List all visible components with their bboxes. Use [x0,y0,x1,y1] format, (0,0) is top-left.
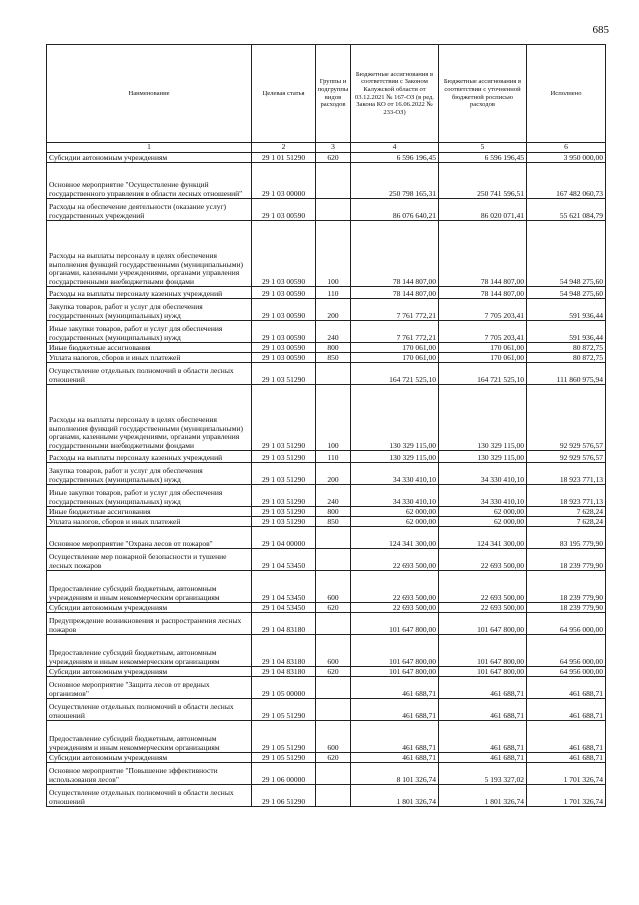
table-row [47,451,606,463]
row-name-cell: Осуществление отдельных полномочий в области лесных отношений [47,785,252,807]
row-expense-group-cell [316,785,351,807]
row-adjusted-allocation-cell: 461 688,71 [439,699,527,721]
row-adjusted-allocation-cell: 6 596 196,45 [439,153,527,163]
row-target-article-cell: 29 1 06 00000 [252,763,316,785]
row-target-article-cell: 29 1 03 00590 [252,199,316,221]
row-executed-cell: 3 950 000,00 [527,153,606,163]
row-adjusted-allocation-cell: 22 693 500,00 [439,549,527,571]
row-target-article-cell: 29 1 03 00590 [252,353,316,363]
table-row [47,287,606,299]
row-law-allocation-cell: 130 329 115,00 [351,451,439,463]
row-adjusted-allocation-cell: 461 688,71 [439,753,527,763]
row-name-cell: Уплата налогов, сборов и иных платежей [47,517,252,527]
row-law-allocation-cell: 34 330 410,10 [351,463,439,485]
row-name-cell: Расходы на обеспечение деятельности (оказание услуг) государственных учреждений [47,199,252,221]
table-row [47,517,606,527]
row-name-cell: Предоставление субсидий бюджетным, автономным учреждениям и иным некоммерческим организациям [47,571,252,603]
row-name-cell: Субсидии автономным учреждениям [47,153,252,163]
row-target-article-cell: 29 1 03 51290 [252,517,316,527]
row-executed-cell: 461 688,71 [527,677,606,699]
table-row [47,153,606,163]
row-law-allocation-cell: 461 688,71 [351,753,439,763]
column-number: 3 [316,143,351,153]
row-adjusted-allocation-cell: 164 721 525,10 [439,363,527,385]
row-name-cell: Субсидии автономным учреждениям [47,667,252,677]
row-executed-cell: 18 923 771,13 [527,485,606,507]
page-number: 685 [592,24,609,36]
table-row [47,677,606,699]
table-header [47,45,606,153]
row-executed-cell: 18 239 779,90 [527,571,606,603]
row-target-article-cell: 29 1 03 51290 [252,451,316,463]
row-expense-group-cell: 850 [316,517,351,527]
table-row [47,571,606,603]
row-expense-group-cell [316,699,351,721]
row-target-article-cell: 29 1 04 53450 [252,549,316,571]
header-law-allocations: Бюджетные ассигнования в соответствии с Законом Калужской области от 03.12.2021 № 167-ОЗ (в ред. Закона КО от 16.06.2022 № 233-ОЗ) [351,45,439,143]
table-row [47,353,606,363]
row-expense-group-cell [316,549,351,571]
row-expense-group-cell: 600 [316,721,351,753]
row-adjusted-allocation-cell: 62 000,00 [439,507,527,517]
row-expense-group-cell [316,613,351,635]
row-law-allocation-cell: 250 798 165,31 [351,163,439,199]
row-expense-group-cell: 100 [316,385,351,451]
row-expense-group-cell: 620 [316,753,351,763]
row-adjusted-allocation-cell: 5 193 327,02 [439,763,527,785]
row-target-article-cell: 29 1 05 51290 [252,721,316,753]
row-executed-cell: 18 239 779,90 [527,603,606,613]
row-name-cell: Осуществление отдельных полномочий в области лесных отношений [47,363,252,385]
row-expense-group-cell [316,363,351,385]
row-adjusted-allocation-cell: 130 329 115,00 [439,385,527,451]
table-row [47,699,606,721]
row-executed-cell: 64 956 000,00 [527,613,606,635]
row-target-article-cell: 29 1 04 53450 [252,603,316,613]
table-body [47,153,606,807]
row-executed-cell: 461 688,71 [527,721,606,753]
row-name-cell: Субсидии автономным учреждениям [47,753,252,763]
table-row [47,549,606,571]
row-law-allocation-cell: 461 688,71 [351,699,439,721]
row-executed-cell: 92 929 576,57 [527,385,606,451]
row-adjusted-allocation-cell: 22 693 500,00 [439,571,527,603]
row-law-allocation-cell: 62 000,00 [351,517,439,527]
row-executed-cell: 54 948 275,60 [527,221,606,287]
row-expense-group-cell: 110 [316,287,351,299]
row-executed-cell: 64 956 000,00 [527,635,606,667]
table-row [47,753,606,763]
row-name-cell: Расходы на выплаты персоналу в целях обеспечения выполнения функций государственными (муниципальными) органами, казенными учреждениями, органами управления государственными внебюджетными фондами [47,221,252,287]
table-row [47,385,606,451]
row-name-cell: Расходы на выплаты персоналу в целях обеспечения выполнения функций государственными (муниципальными) органами, казенными учреждениями, органами управления государственными внебюджетными фондами [47,385,252,451]
row-target-article-cell: 29 1 03 51290 [252,363,316,385]
row-expense-group-cell: 600 [316,635,351,667]
row-name-cell: Основное мероприятие "Осуществление функций государственного управления в области лесных отношений" [47,163,252,199]
row-expense-group-cell: 800 [316,507,351,517]
row-adjusted-allocation-cell: 101 647 800,00 [439,667,527,677]
row-target-article-cell: 29 1 03 51290 [252,463,316,485]
row-expense-group-cell [316,763,351,785]
row-law-allocation-cell: 461 688,71 [351,677,439,699]
row-target-article-cell: 29 1 03 00590 [252,299,316,321]
header-adjusted-allocations: Бюджетные ассигнования в соответствии с уточненной бюджетной росписью расходов [439,45,527,143]
row-executed-cell: 83 195 779,90 [527,527,606,549]
row-name-cell: Основное мероприятие "Защита лесов от вредных организмов" [47,677,252,699]
row-law-allocation-cell: 101 647 800,00 [351,635,439,667]
row-target-article-cell: 29 1 04 83180 [252,635,316,667]
row-name-cell: Предупреждение возникновения и распространения лесных пожаров [47,613,252,635]
row-law-allocation-cell: 22 693 500,00 [351,603,439,613]
row-expense-group-cell: 240 [316,485,351,507]
table-row [47,363,606,385]
row-target-article-cell: 29 1 03 51290 [252,485,316,507]
row-law-allocation-cell: 86 076 640,21 [351,199,439,221]
table-row [47,667,606,677]
row-target-article-cell: 29 1 03 00590 [252,287,316,299]
row-executed-cell: 461 688,71 [527,753,606,763]
row-adjusted-allocation-cell: 62 000,00 [439,517,527,527]
row-name-cell: Субсидии автономным учреждениям [47,603,252,613]
table-row [47,721,606,753]
row-expense-group-cell [316,163,351,199]
row-target-article-cell: 29 1 03 00590 [252,221,316,287]
row-target-article-cell: 29 1 04 53450 [252,571,316,603]
row-expense-group-cell [316,527,351,549]
row-adjusted-allocation-cell: 101 647 800,00 [439,635,527,667]
row-target-article-cell: 29 1 06 51290 [252,785,316,807]
row-name-cell: Осуществление мер пожарной безопасности и тушение лесных пожаров [47,549,252,571]
row-adjusted-allocation-cell: 34 330 410,10 [439,485,527,507]
row-adjusted-allocation-cell: 7 705 203,41 [439,299,527,321]
row-name-cell: Иные бюджетные ассигнования [47,507,252,517]
table-row [47,463,606,485]
row-target-article-cell: 29 1 01 51290 [252,153,316,163]
row-name-cell: Иные бюджетные ассигнования [47,343,252,353]
column-number-row [47,143,606,153]
row-name-cell: Осуществление отдельных полномочий в области лесных отношений [47,699,252,721]
row-adjusted-allocation-cell: 34 330 410,10 [439,463,527,485]
row-target-article-cell: 29 1 04 00000 [252,527,316,549]
row-target-article-cell: 29 1 03 51290 [252,385,316,451]
row-executed-cell: 111 860 975,94 [527,363,606,385]
row-expense-group-cell: 200 [316,299,351,321]
row-adjusted-allocation-cell: 124 341 300,00 [439,527,527,549]
row-target-article-cell: 29 1 05 51290 [252,699,316,721]
table-row [47,221,606,287]
row-executed-cell: 591 936,44 [527,321,606,343]
table-row [47,635,606,667]
budget-table [46,44,606,807]
header-row [47,45,606,143]
row-law-allocation-cell: 22 693 500,00 [351,549,439,571]
row-adjusted-allocation-cell: 170 061,00 [439,343,527,353]
row-adjusted-allocation-cell: 170 061,00 [439,353,527,363]
table-row [47,485,606,507]
row-law-allocation-cell: 7 761 772,21 [351,299,439,321]
row-law-allocation-cell: 130 329 115,00 [351,385,439,451]
row-law-allocation-cell: 461 688,71 [351,721,439,753]
row-expense-group-cell: 620 [316,667,351,677]
row-law-allocation-cell: 6 596 196,45 [351,153,439,163]
row-expense-group-cell: 110 [316,451,351,463]
row-expense-group-cell: 240 [316,321,351,343]
row-adjusted-allocation-cell: 101 647 800,00 [439,613,527,635]
row-target-article-cell: 29 1 03 00590 [252,321,316,343]
column-number: 5 [439,143,527,153]
row-law-allocation-cell: 124 341 300,00 [351,527,439,549]
row-adjusted-allocation-cell: 7 705 203,41 [439,321,527,343]
row-name-cell: Уплата налогов, сборов и иных платежей [47,353,252,363]
row-name-cell: Закупка товаров, работ и услуг для обеспечения государственных (муниципальных) нужд [47,299,252,321]
table-row [47,321,606,343]
row-law-allocation-cell: 62 000,00 [351,507,439,517]
column-number: 1 [47,143,252,153]
row-law-allocation-cell: 170 061,00 [351,343,439,353]
row-name-cell: Закупка товаров, работ и услуг для обеспечения государственных (муниципальных) нужд [47,463,252,485]
row-executed-cell: 18 923 771,13 [527,463,606,485]
row-law-allocation-cell: 78 144 807,00 [351,287,439,299]
row-target-article-cell: 29 1 03 51290 [252,507,316,517]
row-name-cell: Расходы на выплаты персоналу казенных учреждений [47,287,252,299]
header-name: Наименование [47,45,252,143]
column-number: 2 [252,143,316,153]
row-name-cell: Расходы на выплаты персоналу казенных учреждений [47,451,252,463]
header-executed: Исполнено [527,45,606,143]
column-number: 4 [351,143,439,153]
row-target-article-cell: 29 1 03 00000 [252,163,316,199]
header-expense-groups: Группы и подгруппы видов расходов [316,45,351,143]
row-executed-cell: 167 482 060,73 [527,163,606,199]
row-name-cell: Основное мероприятие "Повышение эффективности использования лесов" [47,763,252,785]
row-name-cell: Иные закупки товаров, работ и услуг для обеспечения государственных (муниципальных) нужд [47,321,252,343]
row-target-article-cell: 29 1 04 83180 [252,667,316,677]
row-executed-cell: 1 701 326,74 [527,785,606,807]
row-name-cell: Основное мероприятие "Охрана лесов от пожаров" [47,527,252,549]
row-executed-cell: 92 929 576,57 [527,451,606,463]
table-row [47,299,606,321]
table-row [47,613,606,635]
row-executed-cell: 55 621 084,79 [527,199,606,221]
row-adjusted-allocation-cell: 22 693 500,00 [439,603,527,613]
row-target-article-cell: 29 1 04 83180 [252,613,316,635]
row-expense-group-cell [316,677,351,699]
row-name-cell: Предоставление субсидий бюджетным, автономным учреждениям и иным некоммерческим организациям [47,721,252,753]
row-expense-group-cell: 850 [316,353,351,363]
row-law-allocation-cell: 101 647 800,00 [351,667,439,677]
row-law-allocation-cell: 8 101 326,74 [351,763,439,785]
table-row [47,507,606,517]
row-adjusted-allocation-cell: 461 688,71 [439,721,527,753]
row-expense-group-cell: 620 [316,603,351,613]
row-expense-group-cell [316,199,351,221]
table-row [47,527,606,549]
row-law-allocation-cell: 164 721 525,10 [351,363,439,385]
row-expense-group-cell: 200 [316,463,351,485]
row-expense-group-cell: 620 [316,153,351,163]
row-expense-group-cell: 100 [316,221,351,287]
row-adjusted-allocation-cell: 78 144 807,00 [439,287,527,299]
table-row [47,763,606,785]
row-expense-group-cell: 800 [316,343,351,353]
row-law-allocation-cell: 7 761 772,21 [351,321,439,343]
header-target-article: Целевая статья [252,45,316,143]
row-executed-cell: 591 936,44 [527,299,606,321]
row-law-allocation-cell: 1 801 326,74 [351,785,439,807]
row-executed-cell: 64 956 000,00 [527,667,606,677]
row-adjusted-allocation-cell: 461 688,71 [439,677,527,699]
row-adjusted-allocation-cell: 250 741 596,51 [439,163,527,199]
row-law-allocation-cell: 78 144 807,00 [351,221,439,287]
table-row [47,785,606,807]
row-target-article-cell: 29 1 05 00000 [252,677,316,699]
row-executed-cell: 80 872,75 [527,343,606,353]
table-row [47,163,606,199]
row-law-allocation-cell: 34 330 410,10 [351,485,439,507]
row-name-cell: Иные закупки товаров, работ и услуг для обеспечения государственных (муниципальных) нужд [47,485,252,507]
row-executed-cell: 18 239 779,90 [527,549,606,571]
row-executed-cell: 80 872,75 [527,353,606,363]
row-target-article-cell: 29 1 05 51290 [252,753,316,763]
row-law-allocation-cell: 170 061,00 [351,353,439,363]
row-name-cell: Предоставление субсидий бюджетным, автономным учреждениям и иным некоммерческим организациям [47,635,252,667]
table-row [47,199,606,221]
row-executed-cell: 54 948 275,60 [527,287,606,299]
row-adjusted-allocation-cell: 1 801 326,74 [439,785,527,807]
row-law-allocation-cell: 101 647 800,00 [351,613,439,635]
row-adjusted-allocation-cell: 86 020 071,41 [439,199,527,221]
row-adjusted-allocation-cell: 130 329 115,00 [439,451,527,463]
row-executed-cell: 461 688,71 [527,699,606,721]
table-row [47,603,606,613]
row-adjusted-allocation-cell: 78 144 807,00 [439,221,527,287]
row-law-allocation-cell: 22 693 500,00 [351,571,439,603]
row-executed-cell: 7 628,24 [527,507,606,517]
row-target-article-cell: 29 1 03 00590 [252,343,316,353]
column-number: 6 [527,143,606,153]
row-executed-cell: 7 628,24 [527,517,606,527]
row-expense-group-cell: 600 [316,571,351,603]
row-executed-cell: 1 701 326,74 [527,763,606,785]
table-row [47,343,606,353]
